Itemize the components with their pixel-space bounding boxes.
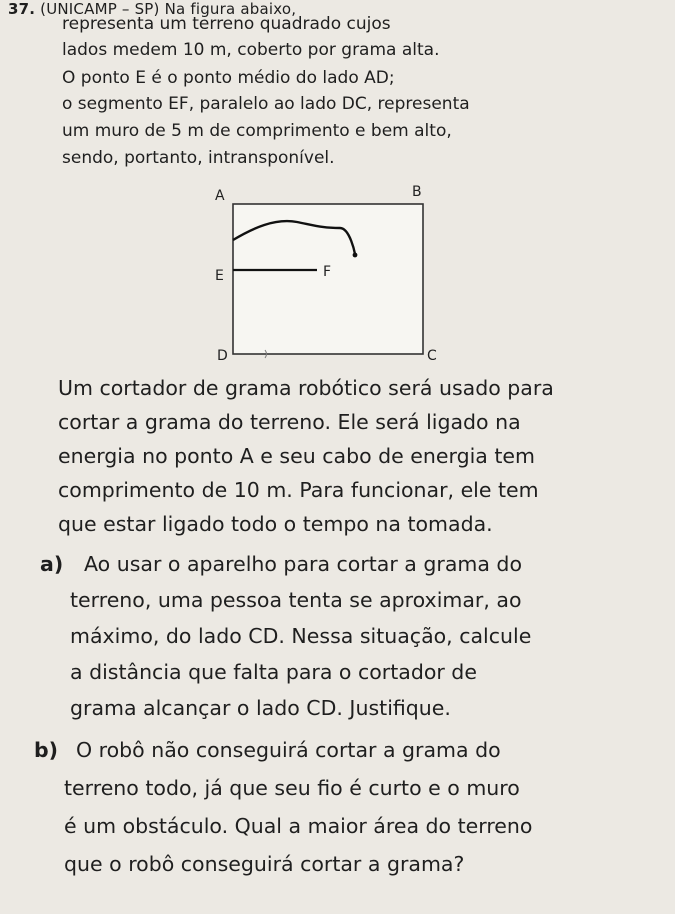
question-a-line: máximo, do lado CD. Nessa situação, calcule [70, 624, 532, 648]
label-e: E [215, 268, 224, 284]
question-a-marker: a) [40, 552, 64, 576]
intro-line: O ponto E é o ponto médio do lado AD; [62, 68, 395, 88]
robot-dot [353, 253, 358, 258]
label-c: C [427, 348, 437, 364]
question-b-line: O robô não conseguirá cortar a grama do [76, 738, 501, 762]
intro-line: sendo, portanto, intransponível. [62, 148, 335, 168]
question-a-line: grama alcançar o lado CD. Justifique. [70, 696, 451, 720]
paragraph-line: energia no ponto A e seu cabo de energia tem [58, 444, 535, 468]
question-a-line: terreno, uma pessoa tenta se aproximar, ao [70, 588, 522, 612]
exercise-source: (UNICAMP – SP) Na figura abaixo, [40, 0, 297, 18]
terrain-figure [205, 182, 445, 372]
intro-line: representa um terreno quadrado cujos [62, 14, 391, 34]
question-a-line: Ao usar o aparelho para cortar a grama do [84, 552, 522, 576]
exercise-number: 37. [8, 0, 36, 18]
label-f: F [323, 264, 332, 280]
intro-line: um muro de 5 m de comprimento e bem alto, [62, 121, 452, 141]
paragraph-line: Um cortador de grama robótico será usado para [58, 376, 554, 400]
paragraph-line: que estar ligado todo o tempo na tomada. [58, 512, 493, 536]
paragraph-line: comprimento de 10 m. Para funcionar, ele tem [58, 478, 539, 502]
question-b-line: é um obstáculo. Qual a maior área do terreno [64, 814, 533, 838]
paragraph-line: cortar a grama do terreno. Ele será ligado na [58, 410, 521, 434]
label-a: A [215, 188, 225, 204]
intro-line: o segmento EF, paralelo ao lado DC, representa [62, 94, 470, 114]
question-a-line: a distância que falta para o cortador de [70, 660, 477, 684]
question-b-line: que o robô conseguirá cortar a grama? [64, 852, 465, 876]
intro-line: lados medem 10 m, coberto por grama alta. [62, 40, 440, 60]
question-b-marker: b) [34, 738, 59, 762]
label-d: D [217, 348, 228, 364]
question-b-line: terreno todo, já que seu fio é curto e o muro [64, 776, 520, 800]
label-b: B [412, 184, 422, 200]
